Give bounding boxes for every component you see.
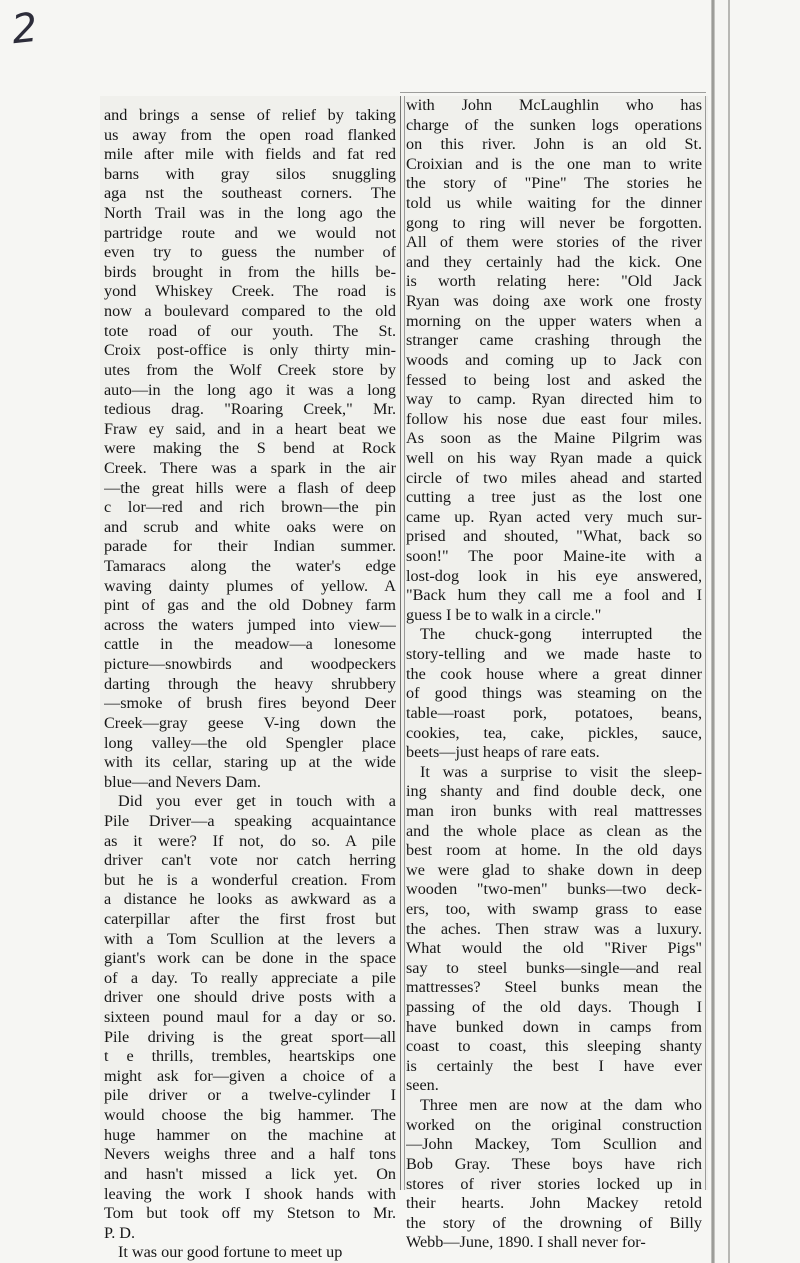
text-line: were making the S bend at Rock bbox=[104, 439, 396, 458]
text-line: passing of the old days. Though I bbox=[406, 998, 702, 1017]
text-line: wooden "two-men" bunks—two deck- bbox=[406, 880, 702, 899]
text-line: ing shanty and find double deck, one bbox=[406, 782, 702, 801]
text-line: —the great hills were a flash of deep bbox=[104, 478, 396, 497]
text-line: tedious drag. "Roaring Creek," Mr. bbox=[104, 400, 396, 419]
text-line: yond Whiskey Creek. The road is bbox=[104, 282, 396, 301]
text-line: their hearts. John Mackey retold bbox=[406, 1194, 702, 1213]
text-line: charge of the sunken logs operations bbox=[406, 115, 702, 134]
text-line: us away from the open road flanked bbox=[104, 125, 396, 144]
text-line: waving dainty plumes of yellow. A bbox=[104, 576, 396, 595]
text-line: Webb—June, 1890. I shall never for- bbox=[406, 1233, 646, 1252]
text-line: Nevers weighs three and a half tons bbox=[104, 1145, 396, 1164]
text-line: came up. Ryan acted very much sur- bbox=[406, 507, 702, 526]
text-line: prised and shouted, "What, back so bbox=[406, 527, 702, 546]
text-line: Three men are now at the dam who bbox=[420, 1096, 702, 1115]
text-line: It was a surprise to visit the sleep- bbox=[420, 762, 702, 781]
text-line: cookies, tea, cake, pickles, sauce, bbox=[406, 723, 702, 742]
text-line: fessed to being lost and asked the bbox=[406, 370, 702, 389]
text-line: man iron bunks with real mattresses bbox=[406, 801, 702, 820]
text-line: on this river. John is an old St. bbox=[406, 135, 702, 154]
text-line: barns with gray silos snuggling bbox=[104, 164, 396, 183]
text-line: Croixian and is the one man to write bbox=[406, 154, 702, 173]
right-text-column bbox=[406, 96, 702, 1253]
text-line: would choose the big hammer. The bbox=[104, 1106, 396, 1125]
text-line: now a boulevard compared to the old bbox=[104, 302, 396, 321]
text-line: All of them were stories of the river bbox=[406, 233, 702, 252]
text-line: Tamaracs along the water's edge bbox=[104, 557, 396, 576]
text-line: darting through the heavy shrubbery bbox=[104, 674, 396, 693]
text-line: way to camp. Ryan directed him to bbox=[406, 390, 702, 409]
text-line: best room at home. In the old days bbox=[406, 841, 702, 860]
text-line: mile after mile with fields and fat red bbox=[104, 145, 396, 164]
text-line: birds brought in from the hills be- bbox=[104, 262, 396, 281]
text-line: the story of the drowning of Billy bbox=[406, 1213, 702, 1232]
text-line: t e thrills, trembles, heartskips one bbox=[104, 1047, 396, 1066]
text-line: told us while waiting for the dinner bbox=[406, 194, 702, 213]
text-line: with its cellar, staring up at the wide bbox=[104, 753, 396, 772]
text-line: auto—in the long ago it was a long bbox=[104, 380, 396, 399]
text-line: morning on the upper waters when a bbox=[406, 311, 702, 330]
text-line: ers, too, with swamp grass to ease bbox=[406, 899, 702, 918]
text-line: "Back hum they call me a fool and I bbox=[406, 586, 702, 605]
text-line: Fraw ey said, and in a heart beat we bbox=[104, 419, 396, 438]
clipping-top-rule bbox=[400, 92, 706, 93]
text-line: say to steel bunks—single—and real bbox=[406, 958, 702, 977]
text-line: pile driver or a twelve-cylinder I bbox=[104, 1086, 396, 1105]
text-line: gong to ring will never be forgotten. bbox=[406, 213, 702, 232]
text-line: cutting a tree just as the lost one bbox=[406, 488, 702, 507]
text-line: Creek—gray geese V-ing down the bbox=[104, 713, 396, 732]
text-line: driver one should drive posts with a bbox=[104, 988, 396, 1007]
text-line: with a Tom Scullion at the levers a bbox=[104, 929, 396, 948]
text-line: Did you ever get in touch with a bbox=[118, 792, 396, 811]
text-line: the story of "Pine" The stories he bbox=[406, 174, 702, 193]
text-line: is certainly the best I have ever bbox=[406, 1056, 702, 1075]
text-line: The chuck-gong interrupted the bbox=[420, 625, 702, 644]
text-line: parade for their Indian summer. bbox=[104, 537, 396, 556]
text-line: Croix post-office is only thirty min- bbox=[104, 341, 396, 360]
text-line: Ryan was doing axe work one frosty bbox=[406, 292, 702, 311]
text-line: lost-dog look in his eye answered, bbox=[406, 566, 702, 585]
text-line: and brings a sense of relief by taking bbox=[104, 106, 396, 124]
text-line: and hasn't missed a lick yet. On bbox=[104, 1164, 396, 1183]
text-line: pint of gas and the old Dobney farm bbox=[104, 596, 396, 615]
text-line: soon!" The poor Maine-ite with a bbox=[406, 547, 702, 566]
text-line: have bunked down in camps from bbox=[406, 1017, 702, 1036]
text-line: Pile Driver—a speaking acquaintance bbox=[104, 811, 396, 830]
text-line: even try to guess the number of bbox=[104, 243, 396, 262]
text-line: circle of two miles ahead and started bbox=[406, 468, 702, 487]
text-line: table—roast pork, potatoes, beans, bbox=[406, 703, 702, 722]
text-line: beets—just heaps of rare eats. bbox=[406, 743, 600, 762]
text-line: seen. bbox=[406, 1076, 439, 1095]
text-line: utes from the Wolf Creek store by bbox=[104, 360, 396, 379]
text-line: worked on the original construction bbox=[406, 1115, 702, 1134]
text-line: is worth relating here: "Old Jack bbox=[406, 272, 702, 291]
text-line: but he is a wonderful creation. From bbox=[104, 870, 396, 889]
text-line: —John Mackey, Tom Scullion and bbox=[406, 1135, 702, 1154]
text-line: well on his way Ryan made a quick bbox=[406, 448, 702, 467]
text-line: woods and coming up to Jack con bbox=[406, 350, 702, 369]
text-line: Tom but took off my Stetson to Mr. bbox=[104, 1204, 396, 1223]
page-edge-line bbox=[728, 0, 730, 1263]
text-line: and scrub and white oaks were on bbox=[104, 517, 396, 536]
text-line: follow his nose due east four miles. bbox=[406, 409, 702, 428]
handwritten-page-number: 2 bbox=[9, 4, 40, 54]
text-line: a distance he looks as awkward as a bbox=[104, 890, 396, 909]
page-edge-shadow bbox=[711, 0, 715, 1263]
text-line: Pile driving is the great sport—all bbox=[104, 1027, 396, 1046]
left-text-column bbox=[104, 96, 396, 1263]
text-line: guess I be to walk in a circle." bbox=[406, 605, 602, 624]
text-line: tote road of our youth. The St. bbox=[104, 321, 396, 340]
text-line: aga nst the southeast corners. The bbox=[104, 184, 396, 203]
text-line: driver can't vote nor catch herring bbox=[104, 851, 396, 870]
text-line: coast to coast, this sleeping shanty bbox=[406, 1037, 702, 1056]
text-line: and the whole place as clean as the bbox=[406, 821, 702, 840]
column-divider bbox=[400, 96, 401, 1190]
text-line: might ask for—given a choice of a bbox=[104, 1066, 396, 1085]
text-line: It was our good fortune to meet up bbox=[118, 1243, 343, 1262]
text-line: Creek. There was a spark in the air bbox=[104, 458, 396, 477]
text-line: leaving the work I shook hands with bbox=[104, 1184, 396, 1203]
text-line: stores of river stories locked up in bbox=[406, 1174, 702, 1193]
text-line: sixteen pound maul for a day or so. bbox=[104, 1008, 396, 1027]
text-line: c lor—red and rich brown—the pin bbox=[104, 498, 396, 517]
text-line: partridge route and we would not bbox=[104, 223, 396, 242]
text-line: As soon as the Maine Pilgrim was bbox=[406, 429, 702, 448]
text-line: the cook house where a great dinner bbox=[406, 664, 702, 683]
text-line: caterpillar after the first frost but bbox=[104, 909, 396, 928]
newspaper-clipping bbox=[100, 96, 708, 1262]
text-line: across the waters jumped into view— bbox=[104, 615, 396, 634]
text-line: What would the old "River Pigs" bbox=[406, 939, 702, 958]
text-line: as it were? If not, do so. A pile bbox=[104, 831, 396, 850]
text-line: picture—snowbirds and woodpeckers bbox=[104, 655, 396, 674]
text-line: story-telling and we made haste to bbox=[406, 645, 702, 664]
text-line: blue—and Nevers Dam. bbox=[104, 772, 261, 791]
text-line: we were glad to shake down in deep bbox=[406, 860, 702, 879]
text-line: Bob Gray. These boys have rich bbox=[406, 1154, 702, 1173]
text-line: the aches. Then straw was a luxury. bbox=[406, 919, 702, 938]
text-line: P. D. bbox=[104, 1223, 136, 1242]
text-line: North Trail was in the long ago the bbox=[104, 204, 396, 223]
text-line: mattresses? Steel bunks mean the bbox=[406, 978, 702, 997]
text-line: of a day. To really appreciate a pile bbox=[104, 968, 396, 987]
text-line: with John McLaughlin who has bbox=[406, 96, 702, 114]
text-line: giant's work can be done in the space bbox=[104, 949, 396, 968]
text-line: and they certainly had the kick. One bbox=[406, 252, 702, 271]
text-line: —smoke of brush fires beyond Deer bbox=[104, 694, 396, 713]
text-line: of good things was steaming on the bbox=[406, 684, 702, 703]
text-line: huge hammer on the machine at bbox=[104, 1125, 396, 1144]
text-line: long valley—the old Spengler place bbox=[104, 733, 396, 752]
text-line: cattle in the meadow—a lonesome bbox=[104, 635, 396, 654]
text-line: stranger came crashing through the bbox=[406, 331, 702, 350]
